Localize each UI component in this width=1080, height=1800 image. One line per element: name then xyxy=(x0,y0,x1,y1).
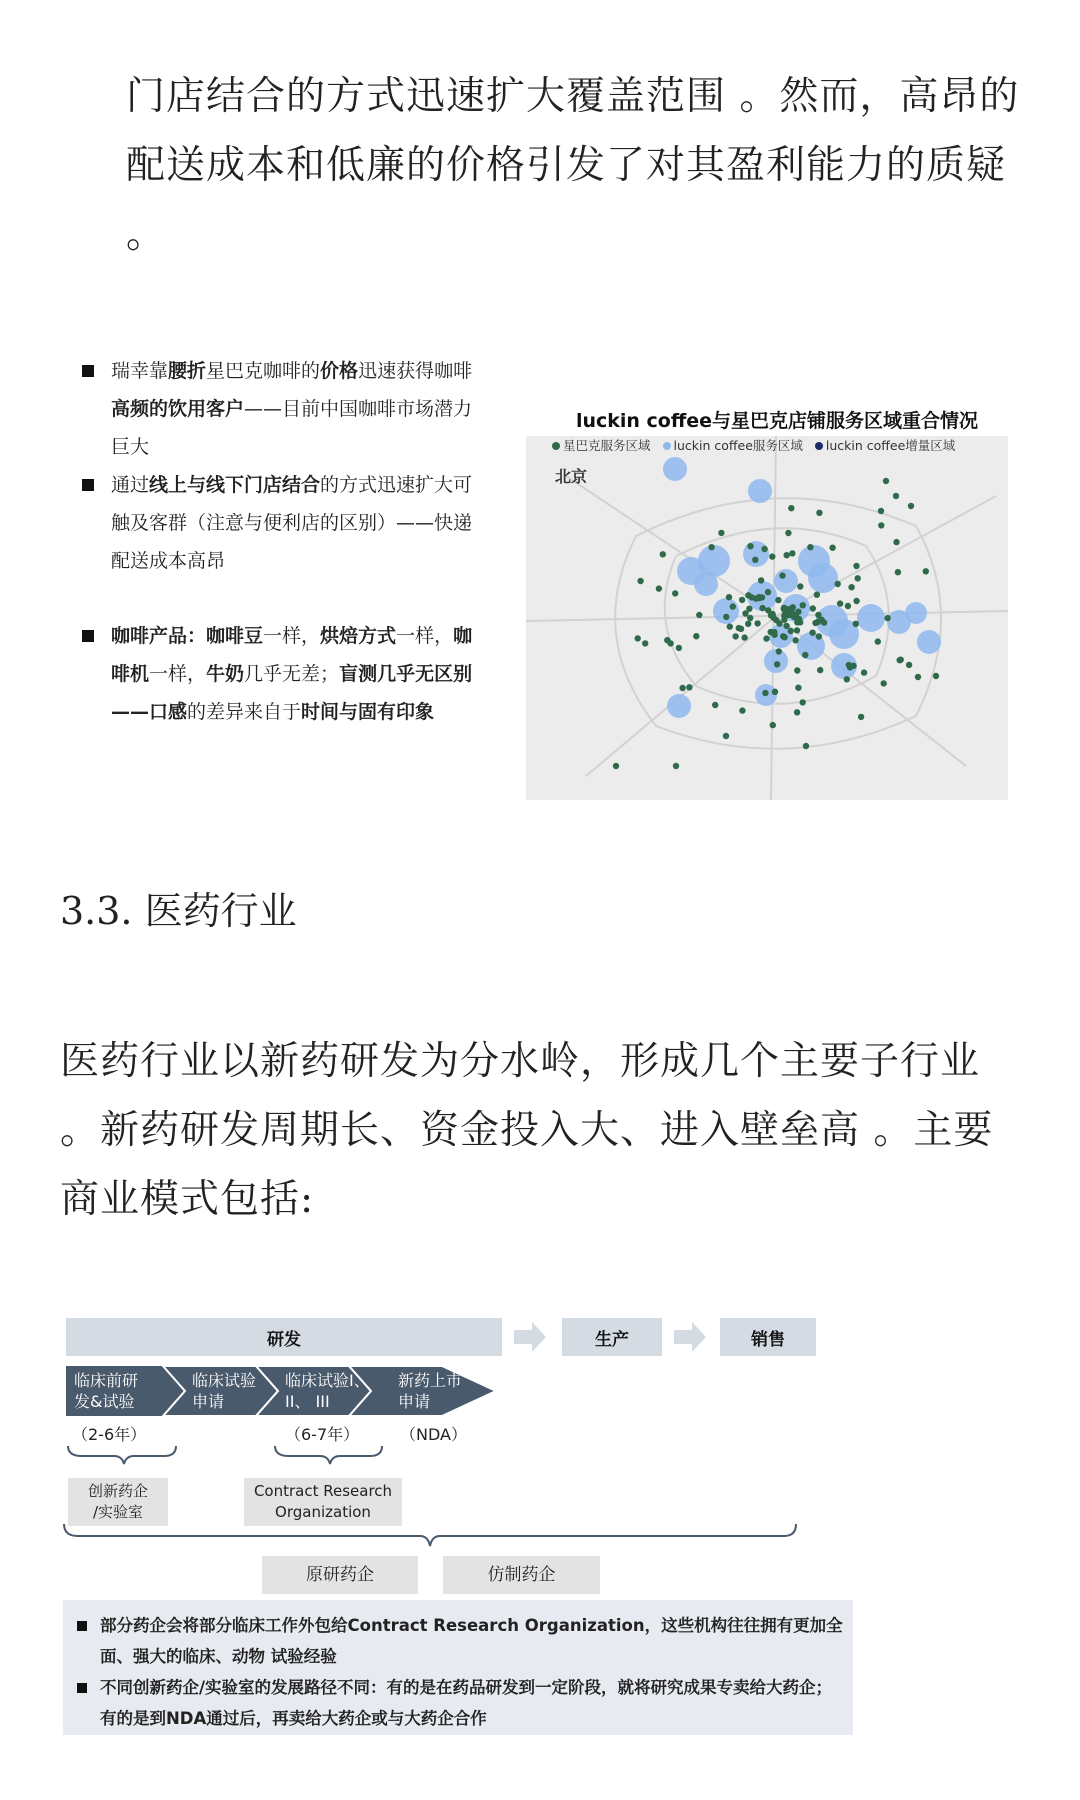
note-item xyxy=(73,1610,843,1672)
starbucks-store-marker xyxy=(898,657,904,663)
phase-production: 生产 xyxy=(562,1318,662,1356)
starbucks-store-marker xyxy=(723,614,729,620)
legend-label: luckin coffee增量区域 xyxy=(825,438,956,453)
starbucks-store-marker xyxy=(726,594,732,600)
text: 通过 xyxy=(111,474,150,496)
legend-dot-icon xyxy=(663,442,671,450)
starbucks-store-marker xyxy=(893,493,899,499)
starbucks-store-marker xyxy=(693,633,699,639)
starbucks-store-marker xyxy=(848,584,854,590)
starbucks-store-marker xyxy=(763,635,769,641)
starbucks-store-marker xyxy=(775,597,781,603)
starbucks-store-marker xyxy=(738,626,744,632)
step-nda xyxy=(392,1368,492,1414)
starbucks-store-marker xyxy=(723,733,729,739)
phase-sales: 销售 xyxy=(720,1318,816,1356)
luckin-area-marker xyxy=(713,598,739,624)
starbucks-store-marker xyxy=(837,600,843,606)
starbucks-store-marker xyxy=(875,638,881,644)
starbucks-store-marker xyxy=(893,539,899,545)
note-item xyxy=(73,1672,843,1734)
starbucks-store-marker xyxy=(769,553,775,559)
luckin-area-marker xyxy=(694,572,718,596)
luckin-area-marker xyxy=(748,479,772,503)
box-line: 创新药企 xyxy=(87,1482,148,1500)
starbucks-store-marker xyxy=(845,603,851,609)
bullet-square-icon xyxy=(82,630,94,642)
starbucks-store-marker xyxy=(696,612,702,618)
starbucks-store-marker xyxy=(741,634,747,640)
starbucks-store-marker xyxy=(792,637,798,643)
step-line: 发&试验 xyxy=(74,1392,135,1411)
legend-label: luckin coffee服务区域 xyxy=(673,438,803,453)
starbucks-store-marker xyxy=(679,685,685,691)
starbucks-store-marker xyxy=(739,597,745,603)
text: 一样， xyxy=(396,625,454,647)
step-line: 临床试验I、 xyxy=(285,1371,370,1390)
starbucks-store-marker xyxy=(800,699,806,705)
starbucks-store-marker xyxy=(789,550,795,556)
box-line: /实验室 xyxy=(92,1503,144,1521)
starbucks-store-marker xyxy=(878,522,884,528)
text: 一样， xyxy=(263,625,321,647)
luckin-area-marker xyxy=(917,630,941,654)
map-city-label: 北京 xyxy=(555,467,588,486)
starbucks-store-marker xyxy=(853,598,859,604)
starbucks-store-marker xyxy=(745,621,751,627)
bullet-square-icon xyxy=(82,365,94,377)
text: 的方式迅速扩大可触及客群（注意与便利店的区别）——快递配送成本高昂 xyxy=(111,474,473,572)
bullet-1 xyxy=(78,352,488,466)
text: 迅速获得咖啡 xyxy=(358,360,473,382)
text-bold: 盲测几乎无区别——口感 xyxy=(111,663,473,723)
starbucks-store-marker xyxy=(732,633,738,639)
starbucks-store-marker xyxy=(667,640,673,646)
starbucks-store-marker xyxy=(791,614,797,620)
text: ——目前中国咖啡市场潜力巨大 xyxy=(111,398,473,458)
starbucks-store-marker xyxy=(781,605,787,611)
starbucks-store-marker xyxy=(795,685,801,691)
luckin-area-marker xyxy=(667,694,691,718)
luckin-bullets xyxy=(78,352,488,731)
generic-pharma-box: 仿制药企 xyxy=(443,1556,600,1594)
starbucks-store-marker xyxy=(814,592,820,598)
starbucks-store-marker xyxy=(884,615,890,621)
luckin-area-marker xyxy=(743,541,769,567)
text-bold: 咖啡机 xyxy=(111,625,473,685)
starbucks-store-marker xyxy=(776,648,782,654)
starbucks-store-marker xyxy=(745,592,751,598)
starbucks-store-marker xyxy=(923,568,929,574)
cro-box xyxy=(244,1478,402,1526)
starbucks-store-marker xyxy=(761,546,767,552)
starbucks-store-marker xyxy=(816,510,822,516)
starbucks-store-marker xyxy=(656,585,662,591)
luckin-area-marker xyxy=(808,563,838,593)
map-canvas xyxy=(526,436,1008,800)
starbucks-store-marker xyxy=(881,680,887,686)
step-line: 申请 xyxy=(192,1392,225,1411)
starbucks-store-marker xyxy=(642,640,648,646)
luckin-area-marker xyxy=(857,604,885,632)
starbucks-store-marker xyxy=(676,645,682,651)
innovative-pharma-box xyxy=(68,1478,168,1526)
text-bold: 牛奶 xyxy=(206,663,245,685)
starbucks-store-marker xyxy=(780,633,786,639)
legend-dot-icon xyxy=(815,442,823,450)
text-bold: 烘焙方式 xyxy=(320,625,397,647)
starbucks-store-marker xyxy=(727,623,733,629)
starbucks-store-marker xyxy=(794,709,800,715)
bullet-2 xyxy=(78,466,488,580)
original-pharma-box: 原研药企 xyxy=(262,1556,418,1594)
text: 星巴克咖啡的 xyxy=(206,360,321,382)
phase-research: 研发 xyxy=(66,1318,502,1356)
luckin-area-marker xyxy=(905,602,927,624)
bullet-square-icon xyxy=(82,479,94,491)
starbucks-store-marker xyxy=(908,503,914,509)
starbucks-store-marker xyxy=(686,684,692,690)
starbucks-store-marker xyxy=(906,662,912,668)
step-line: 申请 xyxy=(398,1392,431,1411)
starbucks-store-marker xyxy=(785,530,791,536)
starbucks-store-marker xyxy=(861,669,867,675)
starbucks-store-marker xyxy=(807,544,813,550)
starbucks-store-marker xyxy=(672,590,678,596)
text-bold: 咖啡产品： xyxy=(111,625,207,647)
step-clinical-trials xyxy=(279,1368,379,1414)
starbucks-store-marker xyxy=(730,603,736,609)
legend-item-starbucks xyxy=(552,436,651,454)
bullet-square-icon xyxy=(77,1683,87,1693)
luckin-area-marker xyxy=(774,569,798,593)
starbucks-store-marker xyxy=(794,627,800,633)
starbucks-store-marker xyxy=(809,630,815,636)
bullet-square-icon xyxy=(77,1621,87,1631)
starbucks-store-marker xyxy=(613,763,619,769)
starbucks-store-marker xyxy=(635,635,641,641)
text-bold: 腰折 xyxy=(168,360,207,382)
starbucks-store-marker xyxy=(747,615,753,621)
starbucks-store-marker xyxy=(895,569,901,575)
legend-item-luckin-new xyxy=(815,436,955,454)
starbucks-store-marker xyxy=(855,575,861,581)
starbucks-store-marker xyxy=(759,594,765,600)
pharma-notes xyxy=(63,1600,853,1735)
starbucks-store-marker xyxy=(858,714,864,720)
starbucks-store-marker xyxy=(742,610,748,616)
note-text: 不同创新药企/实验室的发展路径不同：有的是在药品研发到一定阶段，就将研究成果专卖给大药企；有的是到NDA通过后，再卖给大药企或与大药企合作 xyxy=(100,1678,833,1728)
duration-preclinical: （2-6年） xyxy=(72,1425,147,1444)
text: 几乎无差； xyxy=(244,663,340,685)
step-preclinical xyxy=(68,1368,168,1414)
map-legend xyxy=(552,436,1012,454)
starbucks-store-marker xyxy=(747,543,753,549)
starbucks-store-marker xyxy=(673,763,679,769)
intro-paragraph: 门店结合的方式迅速扩大覆盖范围 。然而，高昂的配送成本和低廉的价格引发了对其盈利能力的质疑 。 xyxy=(126,74,1020,257)
arrow-right-icon xyxy=(674,1322,708,1352)
starbucks-store-marker xyxy=(759,605,765,611)
starbucks-store-marker xyxy=(752,557,758,563)
beijing-store-map xyxy=(526,436,1008,800)
starbucks-store-marker xyxy=(794,667,800,673)
starbucks-store-marker xyxy=(844,676,850,682)
starbucks-store-marker xyxy=(772,689,778,695)
starbucks-store-marker xyxy=(718,530,724,536)
starbucks-store-marker xyxy=(933,673,939,679)
text-bold: 高频的饮用客户 xyxy=(111,398,245,420)
starbucks-store-marker xyxy=(915,674,921,680)
starbucks-store-marker xyxy=(765,607,771,613)
brackets xyxy=(60,1444,800,1548)
starbucks-store-marker xyxy=(779,572,785,578)
starbucks-store-marker xyxy=(783,623,789,629)
starbucks-store-marker xyxy=(774,661,780,667)
text-bold: 时间与固有印象 xyxy=(301,701,435,723)
text: 瑞幸靠 xyxy=(111,360,169,382)
starbucks-store-marker xyxy=(853,563,859,569)
starbucks-store-marker xyxy=(770,722,776,728)
starbucks-store-marker xyxy=(878,508,884,514)
step-line: II、 III xyxy=(285,1392,330,1411)
starbucks-store-marker xyxy=(788,505,794,511)
starbucks-store-marker xyxy=(754,620,760,626)
starbucks-store-marker xyxy=(846,662,852,668)
starbucks-store-marker xyxy=(829,545,835,551)
box-line: Contract Research xyxy=(253,1482,393,1500)
starbucks-store-marker xyxy=(810,605,816,611)
bullet-3 xyxy=(78,617,488,731)
starbucks-store-marker xyxy=(765,589,771,595)
step-line: 临床前研 xyxy=(74,1371,139,1390)
legend-dot-icon xyxy=(552,442,560,450)
step-line: 临床试验 xyxy=(192,1371,257,1390)
legend-label: 星巴克服务区域 xyxy=(563,438,651,453)
starbucks-store-marker xyxy=(739,707,745,713)
step-ind xyxy=(186,1368,286,1414)
starbucks-store-marker xyxy=(818,617,824,623)
duration-nda: （NDA） xyxy=(400,1425,467,1444)
starbucks-store-marker xyxy=(762,690,768,696)
starbucks-store-marker xyxy=(800,602,806,608)
starbucks-store-marker xyxy=(758,577,764,583)
duration-clinical: （6-7年） xyxy=(285,1425,360,1444)
starbucks-store-marker xyxy=(637,578,643,584)
starbucks-store-marker xyxy=(797,583,803,589)
map-title: luckin coffee与星巴克店铺服务区域重合情况 xyxy=(575,410,979,432)
starbucks-store-marker xyxy=(788,628,794,634)
text-bold: 线上与线下门店结合 xyxy=(149,474,321,496)
luckin-area-marker xyxy=(698,545,730,577)
text-bold: 咖啡豆 xyxy=(206,625,264,647)
step-line: 新药上市 xyxy=(398,1371,463,1390)
section-heading: 3.3. 医药行业 xyxy=(60,889,297,933)
starbucks-store-marker xyxy=(816,633,822,639)
starbucks-store-marker xyxy=(708,544,714,550)
text: 一样， xyxy=(149,663,207,685)
pharma-paragraph: 医药行业以新药研发为分水岭，形成几个主要子行业 。新药研发周期长、资金投入大、进入壁垒高 。主要商业模式包括: xyxy=(60,1039,994,1222)
starbucks-store-marker xyxy=(883,478,889,484)
arrow-right-icon xyxy=(514,1322,548,1352)
starbucks-store-marker xyxy=(802,652,808,658)
starbucks-store-marker xyxy=(853,621,859,627)
box-line: Organization xyxy=(275,1503,371,1521)
starbucks-store-marker xyxy=(771,629,777,635)
starbucks-store-marker xyxy=(803,743,809,749)
starbucks-store-marker xyxy=(817,667,823,673)
text: 的差异来自于 xyxy=(187,701,302,723)
luckin-area-marker xyxy=(663,457,687,481)
text-bold: 价格 xyxy=(320,360,359,382)
starbucks-store-marker xyxy=(712,702,718,708)
starbucks-store-marker xyxy=(782,612,788,618)
starbucks-store-marker xyxy=(660,551,666,557)
starbucks-store-marker xyxy=(835,581,841,587)
legend-item-luckin xyxy=(663,436,803,454)
starbucks-store-marker xyxy=(784,552,790,558)
note-text: 部分药企会将部分临床工作外包给Contract Research Organization，这些机构往往拥有更加全面、强大的临床、动物 试验经验 xyxy=(100,1616,843,1666)
